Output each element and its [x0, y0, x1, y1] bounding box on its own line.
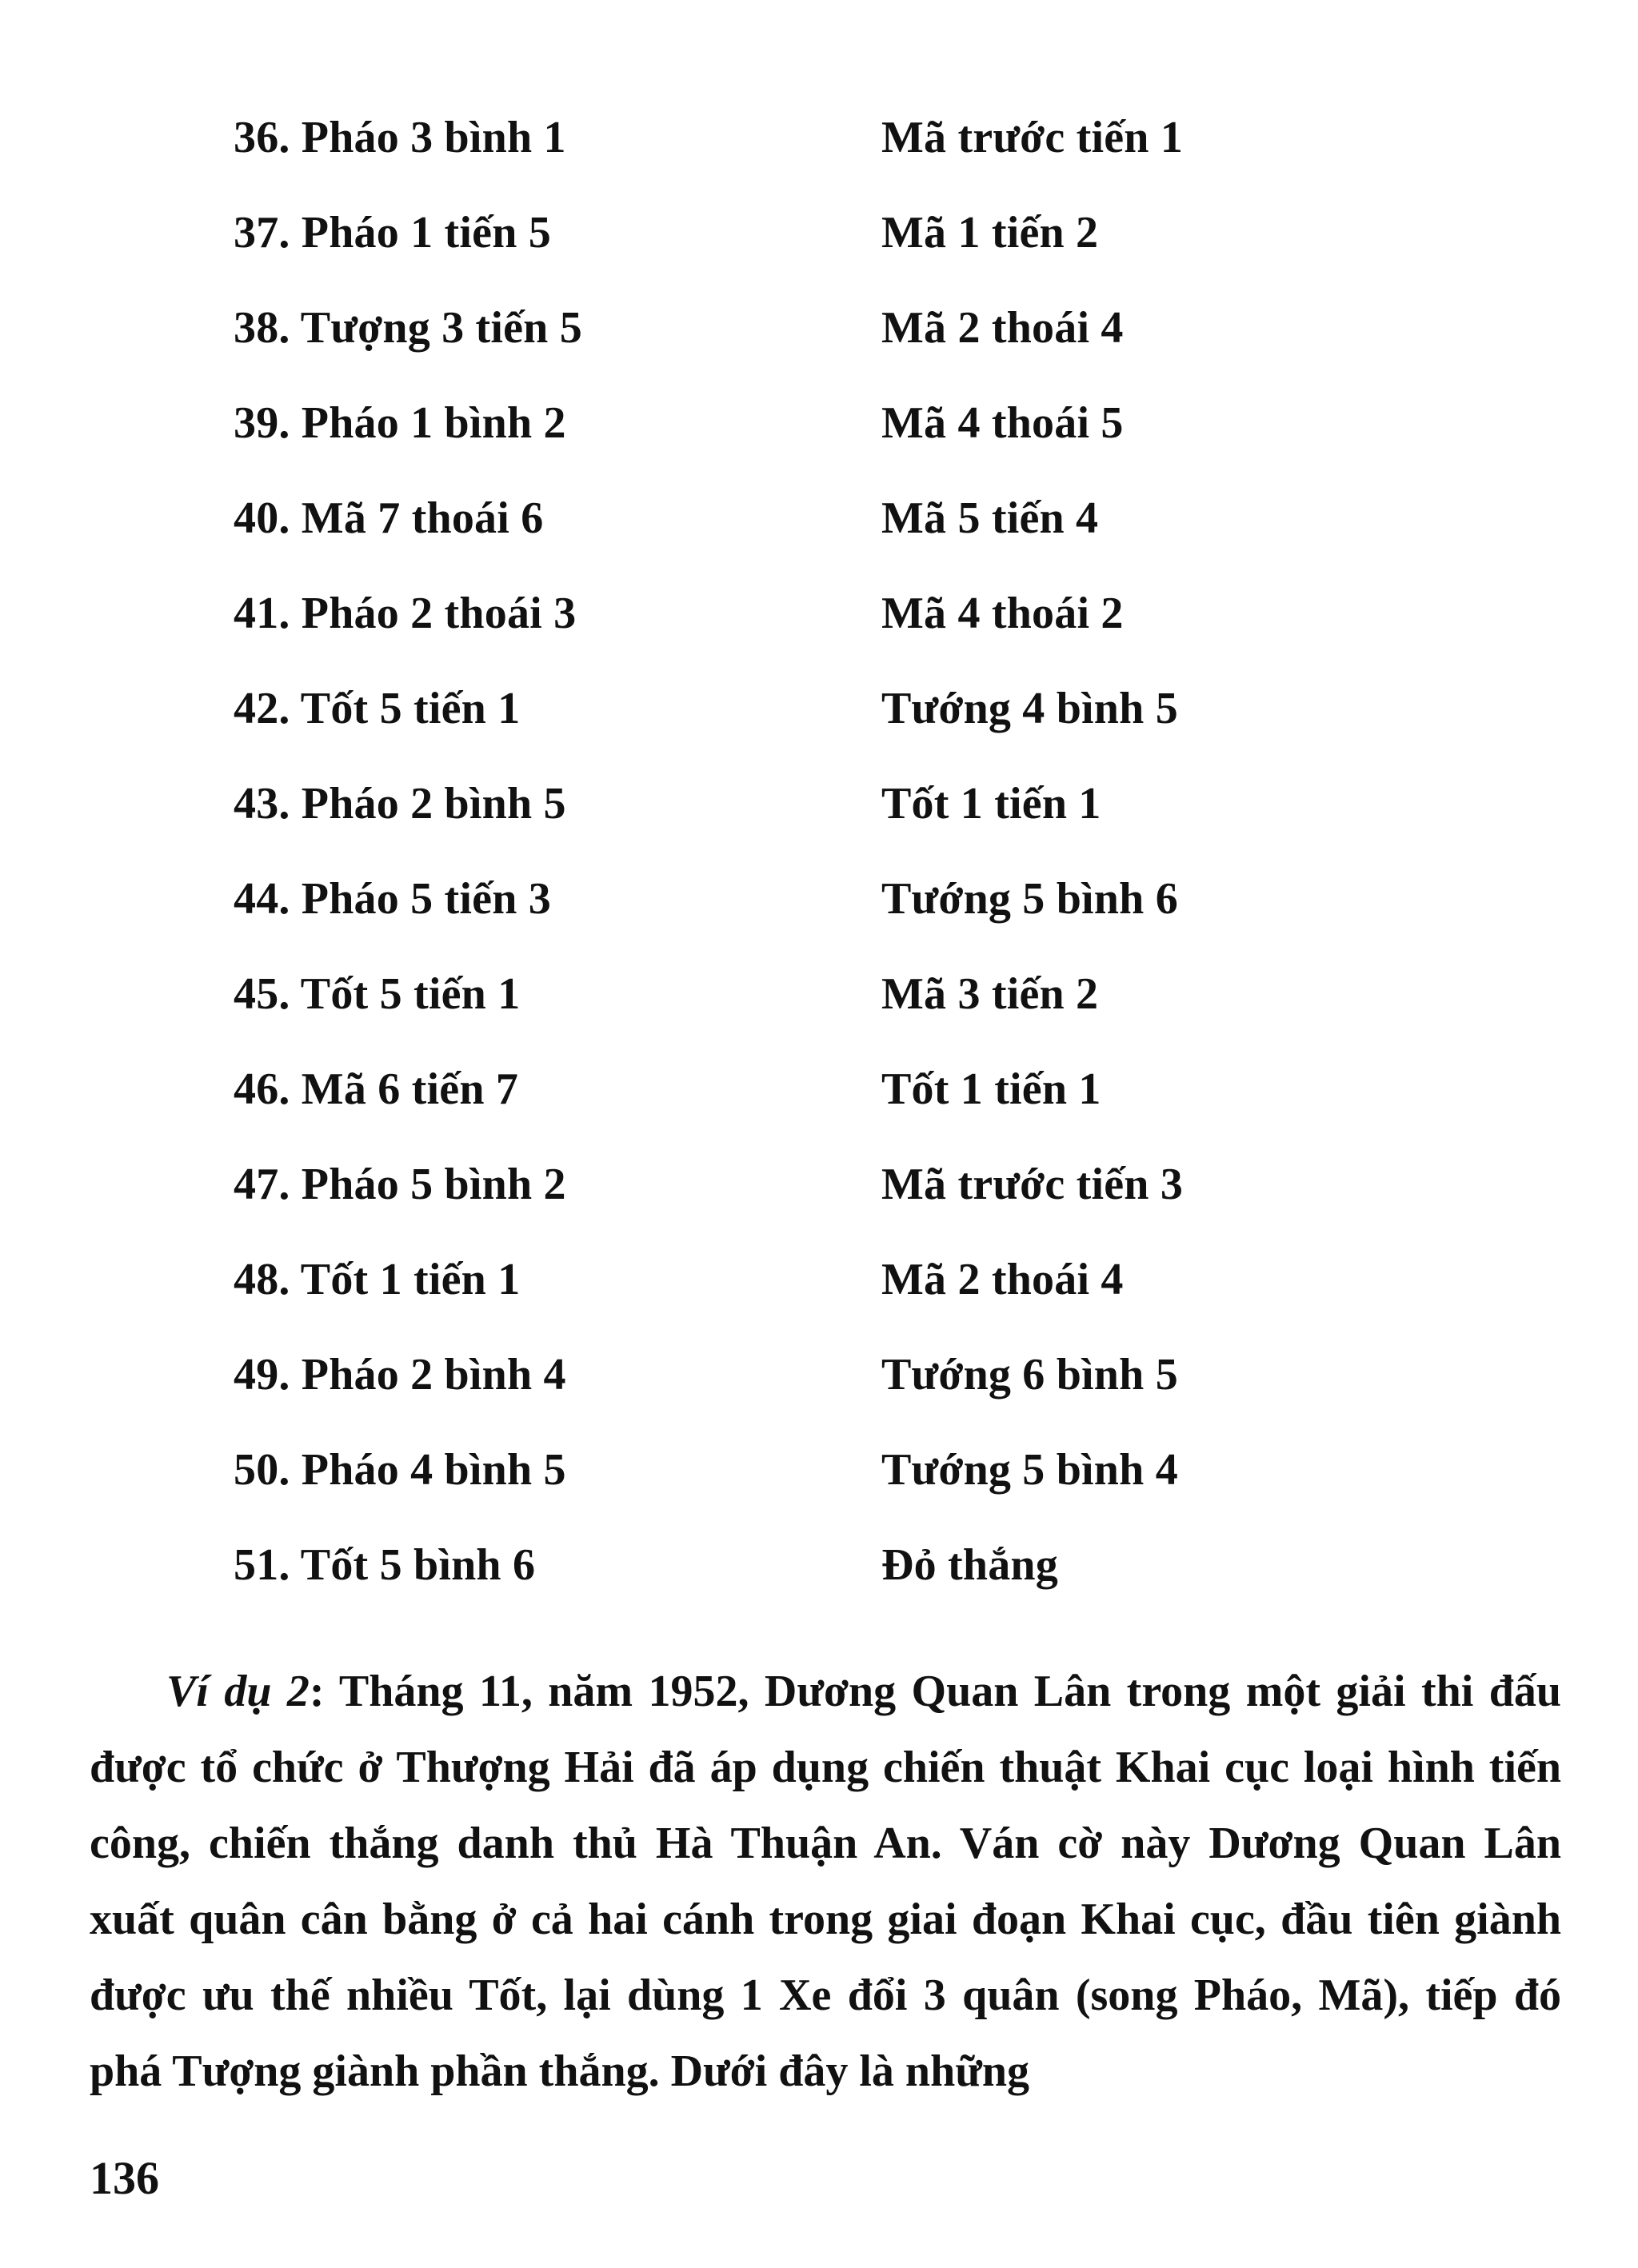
red-move: 39. Pháo 1 bình 2: [234, 397, 566, 448]
black-move: Mã 4 thoái 2: [881, 588, 1124, 638]
black-move: Tướng 6 bình 5: [881, 1349, 1178, 1400]
red-move: 40. Mã 7 thoái 6: [234, 493, 544, 543]
black-move: Mã 2 thoái 4: [881, 302, 1124, 353]
example-label: Ví dụ 2: [166, 1667, 310, 1716]
black-move: Mã 2 thoái 4: [881, 1254, 1124, 1304]
red-move: 44. Pháo 5 tiến 3: [234, 873, 551, 924]
move-row: [234, 90, 1513, 185]
move-row: [234, 375, 1513, 470]
example-text: : Tháng 11, năm 1952, Dương Quan Lân trong một giải thi đấu được tổ chức ở Thượng Hải đã áp dụng chiến thuật Khai cục loại hình tiến công, chiến thắng danh thủ Hà Thuận An. Ván cờ này Dương Quan Lân xuất quân cân bằng ở cả hai cánh trong giai đoạn Khai cục, đầu tiên giành được ưu thế nhiều Tốt, lại dùng 1 Xe đổi 3 quân (song Pháo, Mã), tiếp đó phá Tượng giành phần thắng. Dưới đây là những: [90, 1667, 1561, 2096]
red-move: 38. Tượng 3 tiến 5: [234, 302, 582, 353]
black-move: Mã 3 tiến 2: [881, 968, 1099, 1019]
black-move: Tướng 4 bình 5: [881, 683, 1178, 733]
black-move: Mã trước tiến 1: [881, 112, 1184, 162]
red-move: 49. Pháo 2 bình 4: [234, 1349, 566, 1400]
black-move: Tướng 5 bình 4: [881, 1444, 1178, 1495]
red-move: 51. Tốt 5 bình 6: [234, 1539, 536, 1590]
move-row: [234, 470, 1513, 565]
black-move: Mã 5 tiến 4: [881, 493, 1099, 543]
red-move: 37. Pháo 1 tiến 5: [234, 207, 551, 258]
move-row: [234, 1041, 1513, 1136]
move-list: [234, 90, 1513, 1612]
example-paragraph: [90, 1654, 1561, 2110]
move-row: [234, 851, 1513, 946]
red-move: 36. Pháo 3 bình 1: [234, 112, 566, 162]
move-row: [234, 1232, 1513, 1327]
black-move: Mã trước tiến 3: [881, 1159, 1184, 1209]
page-number: 136: [90, 2152, 159, 2204]
move-row: [234, 1517, 1513, 1612]
black-move: Tướng 5 bình 6: [881, 873, 1178, 924]
red-move: 45. Tốt 5 tiến 1: [234, 968, 521, 1019]
black-move: Mã 4 thoái 5: [881, 397, 1124, 448]
move-row: [234, 946, 1513, 1041]
move-row: [234, 661, 1513, 756]
move-row: [234, 565, 1513, 661]
red-move: 42. Tốt 5 tiến 1: [234, 683, 521, 733]
black-move: Đỏ thắng: [881, 1539, 1058, 1590]
move-row: [234, 1327, 1513, 1422]
red-move: 48. Tốt 1 tiến 1: [234, 1254, 521, 1304]
red-move: 43. Pháo 2 bình 5: [234, 778, 566, 829]
move-row: [234, 756, 1513, 851]
move-row: [234, 1422, 1513, 1517]
move-row: [234, 1136, 1513, 1232]
red-move: 41. Pháo 2 thoái 3: [234, 588, 577, 638]
black-move: Tốt 1 tiến 1: [881, 778, 1101, 829]
red-move: 47. Pháo 5 bình 2: [234, 1159, 566, 1209]
black-move: Tốt 1 tiến 1: [881, 1064, 1101, 1114]
red-move: 46. Mã 6 tiến 7: [234, 1064, 519, 1114]
red-move: 50. Pháo 4 bình 5: [234, 1444, 566, 1495]
move-row: [234, 185, 1513, 280]
move-row: [234, 280, 1513, 375]
black-move: Mã 1 tiến 2: [881, 207, 1099, 258]
